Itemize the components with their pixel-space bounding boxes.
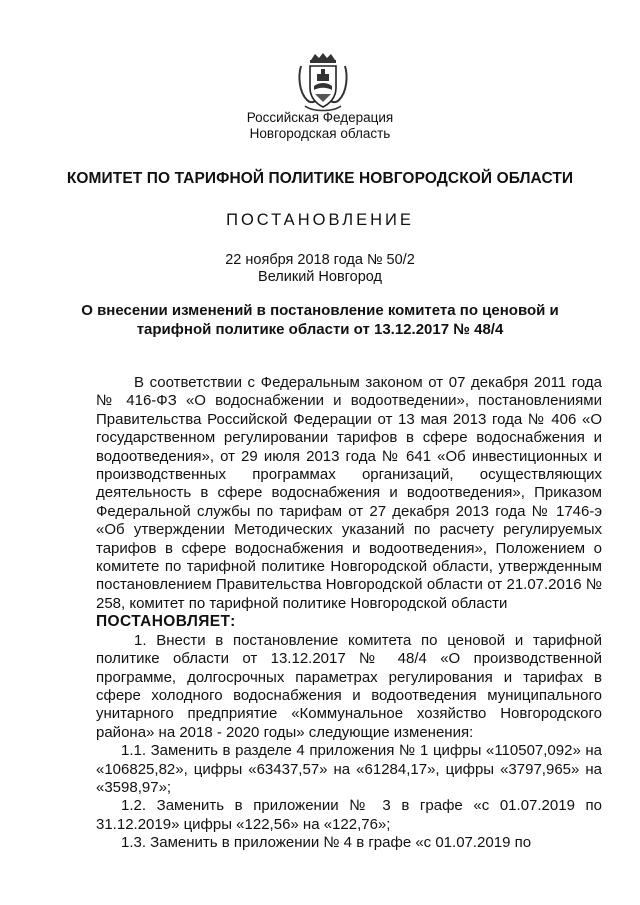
country-name: Российская Федерация (246, 110, 394, 125)
preamble-paragraph: В соответствии с Федеральным законом от 07 декабря 2011 года № 416-ФЗ «О водоснабжении и водоотведении», постановлениями Правительства Российской Федерации от 13 мая 2013 года № 406 «О государственном регулировании тарифов в сфере водоснабжения и водоотведения», от 29 июля 2013 года № 641 «Об инвестиционных и производственных программах организаций, осуществляющих деятельность в сфере водоснабжения и водоотведения», Приказом Федеральной службы по тарифам от 27 декабря 2013 года № 1746-э «Об утверждении Методических указаний по расчету регулируемых тарифов в сфере водоснабжения и водоотведения», Положением о комитете по тарифной политике Новгородской области, утвержденным постановлением Правительства Новгородской области от 21.07.2016 № 258, комитет по тарифной политике Новгородской области (96, 374, 602, 612)
document-body (96, 374, 602, 853)
document-type: ПОСТАНОВЛЕНИЕ (226, 211, 414, 229)
region-name: Новгородская область (249, 126, 391, 141)
subitem-paragraph: 1.2. Заменить в приложении № 3 в графе «с 01.07.2019 по 31.12.2019» цифры «122,56» на «122,76»; (96, 797, 602, 833)
date-number: 22 ноября 2018 года № 50/2 (225, 252, 415, 268)
subitem-paragraph: 1.1. Заменить в разделе 4 приложения № 1 цифры «110507,092» на «106825,82», цифры «63437,57» на «61284,17», цифры «3797,965» на «3598,97»; (96, 742, 602, 796)
decree-word: ПОСТАНОВЛЯЕТ: (96, 613, 236, 631)
date-block (0, 252, 640, 286)
subject-heading (0, 301, 640, 339)
item-paragraph: 1. Внести в постановление комитета по ценовой и тарифной политике области от 13.12.2017 № 48/4 «О производственной программе, долгосрочных параметрах регулирования и тарифах в сфере холодного водоснабжения и водоотведения муниципального унитарного предприятие «Коммунальное хозяйство Новгородского района» на 2018 - 2020 годы» следующие изменения: (96, 631, 602, 741)
issuer-block (0, 110, 640, 142)
subject-text: О внесении изменений в постановление комитета по ценовой и тарифной политике области от 13.12.2017 № 48/4 (81, 302, 559, 338)
coat-of-arms-emblem (297, 52, 349, 114)
subitem-paragraph: 1.3. Заменить в приложении № 4 в графе «с 01.07.2019 по (121, 834, 532, 852)
committee-title: КОМИТЕТ ПО ТАРИФНОЙ ПОЛИТИКЕ НОВГОРОДСКОЙ ОБЛАСТИ (66, 170, 574, 187)
city: Великий Новгород (258, 269, 382, 285)
